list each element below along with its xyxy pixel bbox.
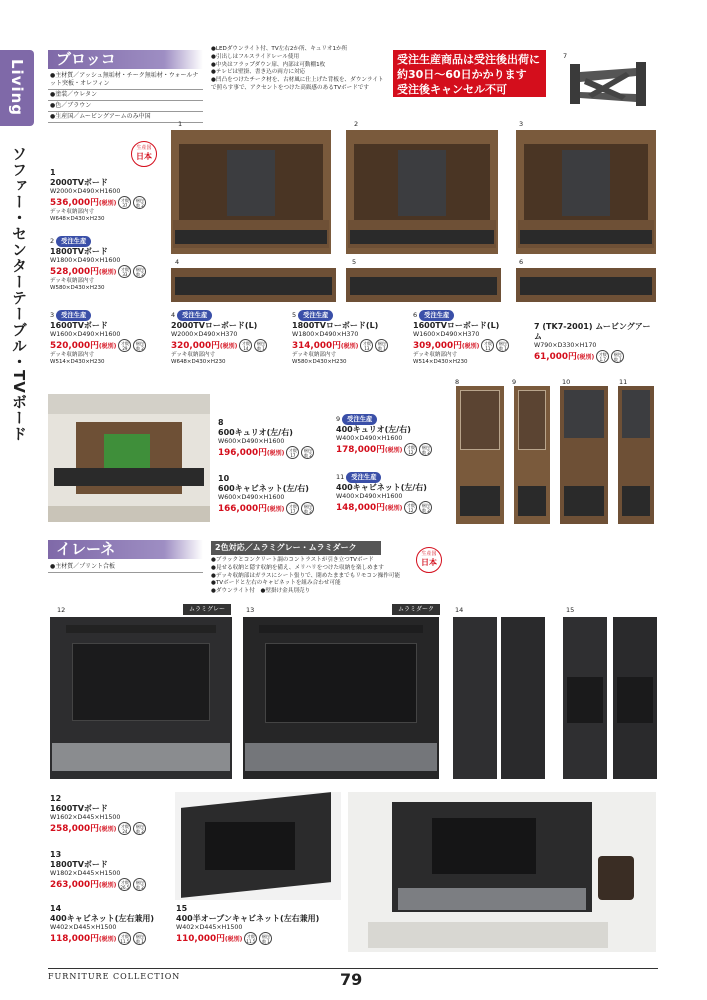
image-number: 3 xyxy=(519,120,524,128)
image-number: 11 xyxy=(619,378,628,386)
product-name: 1800TVローボード(L) xyxy=(292,321,379,330)
product-note: デッキ収納部内寸 W648×D430×H230 xyxy=(171,352,226,366)
product-item xyxy=(50,904,174,945)
notice-line: 受注生産商品は受注後出荷に xyxy=(397,53,540,66)
footer-rule xyxy=(48,968,658,969)
volume-circle: 才数 17 xyxy=(286,502,299,515)
product-name: 13 1800TVボード xyxy=(50,850,108,869)
package-circle: 梱包数 2 xyxy=(133,339,146,352)
package-circle: 梱包数 1 xyxy=(375,339,388,352)
product-price: 178,000円(税別) xyxy=(336,444,403,455)
product-name: 2000TVローボード(L) xyxy=(171,321,258,330)
made-to-order-badge: 受注生産 xyxy=(419,310,454,321)
made-in-japan-badge: 生産国 日本 xyxy=(416,547,442,573)
package-circle: 梱包数 1 xyxy=(611,350,624,363)
product-price: 166,000円(税別) xyxy=(218,503,285,514)
product-image-brocco-2000 xyxy=(171,130,331,254)
product-size: W1800×D490×H370 xyxy=(292,331,359,338)
irene-feature-list xyxy=(211,557,411,596)
volume-circle: 才数 11 xyxy=(481,339,494,352)
image-number: 15 xyxy=(566,606,575,614)
product-image-irene-cabinet xyxy=(453,617,545,779)
volume-circle: 才数 24 xyxy=(118,822,131,835)
brocco-room-photo xyxy=(48,394,210,522)
moving-arm-image xyxy=(566,58,650,110)
spec-line: ●主材質／アッシュ無垢材・チーク無垢材・ウォールナット突板・オレフィン xyxy=(48,72,203,90)
color-label-gray: ムラミグレー xyxy=(183,604,231,615)
product-price: 309,000円(税別) xyxy=(413,340,480,351)
product-image-cabinet-600 xyxy=(560,386,608,524)
product-name: 8 600キュリオ(左/右) xyxy=(218,418,293,437)
package-circle: 梱包数 2 xyxy=(301,446,314,459)
product-size: W1602×D445×H1500 xyxy=(50,814,121,821)
product-price: 263,000円(税別) xyxy=(50,879,117,890)
product-size: W402×D445×H1500 xyxy=(50,924,117,931)
image-number: 5 xyxy=(352,258,357,266)
spec-line: ●生産国／ムービングアームのみ中国 xyxy=(48,112,203,123)
footer-brand: FURNITURE COLLECTION xyxy=(48,972,181,981)
product-name: 1800TVボード xyxy=(50,247,108,256)
product-size: W1600×D490×H370 xyxy=(413,331,480,338)
product-name: 1 2000TVボード xyxy=(50,168,108,187)
section-tab: Living xyxy=(0,50,34,126)
image-number: 10 xyxy=(562,378,571,386)
color-label-dark: ムラミダーク xyxy=(392,604,440,615)
product-note: デッキ収納部内寸 W514×D430×H230 xyxy=(50,352,105,366)
product-image-curio-400 xyxy=(514,386,550,524)
product-name: 1600TVローボード(L) xyxy=(413,321,500,330)
notice-line: 約30日〜60日かかります xyxy=(397,68,527,81)
image-number: 13 xyxy=(246,606,255,614)
feature-line: ●引出しはフルスライドレール使用 xyxy=(211,53,300,60)
product-size: W400×D490×H1600 xyxy=(336,493,403,500)
product-price: 196,000円(税別) xyxy=(218,447,285,458)
package-circle: 梱包数 2 xyxy=(133,822,146,835)
made-to-order-badge: 受注生産 xyxy=(56,236,91,247)
feature-line: ●凹凸をつけたチーク材を、古材風に仕上げた背板を、ダウンライトで照らす事で、アクセントをつけた高級感のあるTVボードです xyxy=(211,77,384,91)
category-vertical-label: ソファー・センターテーブル・TVボード xyxy=(10,146,28,442)
product-item: 2 受注生産 1800TVボード W1800×D490×H1600 528,000円(税別) 才数 33梱包数 2 デッキ収納部内寸 W580×D430×H230 xyxy=(50,236,160,292)
image-number: 9 xyxy=(512,378,517,386)
brocco-spec-list xyxy=(48,72,203,123)
feature-line: ●TVボードと左右のキャビネットを組み合わせ可能 xyxy=(211,580,341,587)
volume-circle: 才数 12 xyxy=(404,443,417,456)
product-name: 7 (TK7-2001) ムービングアーム xyxy=(534,322,651,341)
made-to-order-badge: 受注生産 xyxy=(56,310,91,321)
product-item xyxy=(218,418,328,459)
image-number: 2 xyxy=(354,120,359,128)
image-number: 7 xyxy=(563,52,568,60)
package-circle: 梱包数 1 xyxy=(496,339,509,352)
feature-line: ●ダウンライト付 ●壁掛け金具別売り xyxy=(211,588,311,595)
product-price: 314,000円(税別) xyxy=(292,340,359,351)
product-price: 61,000円(税別) xyxy=(534,351,595,362)
brocco-feature-list xyxy=(211,46,386,93)
product-name: 400キュリオ(左/右) xyxy=(336,425,411,434)
image-number: 14 xyxy=(455,606,464,614)
volume-circle: 才数 13 xyxy=(360,339,373,352)
page-number: 79 xyxy=(340,970,363,989)
package-circle: 梱包数 2 xyxy=(133,265,146,278)
product-image-irene-1600 xyxy=(50,617,232,779)
product-image-brocco-1800 xyxy=(346,130,498,254)
product-price: 258,000円(税別) xyxy=(50,823,117,834)
product-name: 10 600キャビネット(左/右) xyxy=(218,474,309,493)
image-number: 4 xyxy=(175,258,180,266)
product-item xyxy=(218,474,330,515)
product-price: 110,000円(税別) xyxy=(176,933,243,944)
spec-line: ●塗装／ウレタン xyxy=(48,90,203,101)
product-name: 14 400キャビネット(左右兼用) xyxy=(50,904,155,923)
package-circle: 梱包数 2 xyxy=(133,878,146,891)
product-image-lowboard-1600 xyxy=(516,268,656,302)
product-size: W600×D490×H1600 xyxy=(218,494,285,501)
product-name: 15 400半オープンキャビネット(左右兼用) xyxy=(176,904,320,923)
product-item: 5 受注生産 1800TVローボード(L) W1800×D490×H370 314,000円(税別) 才数 13梱包数 1 デッキ収納部内寸 W580×D430×H230 xyxy=(292,310,412,366)
product-note: デッキ収納部内寸 W580×D430×H230 xyxy=(292,352,347,366)
product-item: 3 受注生産 1600TVボード W1600×D490×H1600 520,000円(税別) 才数 29梱包数 2 デッキ収納部内寸 W514×D430×H230 xyxy=(50,310,162,366)
package-circle: 梱包数 2 xyxy=(419,443,432,456)
volume-circle: 才数 29 xyxy=(118,339,131,352)
product-item: 4 受注生産 2000TVローボード(L) W2000×D490×H370 320,000円(税別) 才数 14梱包数 1 デッキ収納部内寸 W648×D430×H230 xyxy=(171,310,291,366)
volume-circle: 才数 33 xyxy=(118,265,131,278)
product-size: W1800×D490×H1600 xyxy=(50,257,121,264)
product-image-brocco-1600 xyxy=(516,130,656,254)
volume-circle: 才数 14 xyxy=(239,339,252,352)
volume-circle: 才数 1.7 xyxy=(596,350,609,363)
image-number: 8 xyxy=(455,378,460,386)
product-size: W600×D490×H1600 xyxy=(218,438,285,445)
feature-line: ●テレビは壁掛、書き込の両方に対応 xyxy=(211,69,306,76)
series-title-irene: イレーネ xyxy=(48,540,203,559)
product-item: 6 受注生産 1600TVローボード(L) W1600×D490×H370 309,000円(税別) 才数 11梱包数 1 デッキ収納部内寸 W514×D430×H230 xyxy=(413,310,533,366)
product-price: 520,000円(税別) xyxy=(50,340,117,351)
irene-color-options: 2色対応／ムラミグレー・ムラミダーク xyxy=(211,541,381,555)
product-price: 536,000円(税別) xyxy=(50,197,117,208)
product-image-lowboard-2000 xyxy=(171,268,336,302)
product-item xyxy=(176,904,346,945)
product-image-cabinet-400 xyxy=(618,386,654,524)
product-size: W2000×D490×H370 xyxy=(171,331,238,338)
product-price: 320,000円(税別) xyxy=(171,340,238,351)
made-to-order-badge: 受注生産 xyxy=(342,414,377,425)
product-name: 1600TVボード xyxy=(50,321,108,330)
product-image-irene-1800 xyxy=(243,617,439,779)
product-note: デッキ収納部内寸 W580×D430×H230 xyxy=(50,278,105,292)
volume-circle: 才数 37 xyxy=(118,196,131,209)
made-to-order-badge: 受注生産 xyxy=(298,310,333,321)
product-price: 118,000円(税別) xyxy=(50,933,117,944)
package-circle: 梱包数 1 xyxy=(259,932,272,945)
image-number: 12 xyxy=(57,606,66,614)
volume-circle: 才数 17 xyxy=(286,446,299,459)
product-item: 11 受注生産 400キャビネット(左/右) W400×D490×H1600 148,000円(税別) 才数 12梱包数 2 xyxy=(336,472,448,514)
volume-circle: 才数 26.5 xyxy=(118,878,131,891)
notice-line: 受注後キャンセル不可 xyxy=(397,83,507,96)
irene-room-photo xyxy=(348,792,656,952)
product-image-curio-600 xyxy=(456,386,504,524)
product-size: W400×D490×H1600 xyxy=(336,435,403,442)
volume-circle: 才数 11.5 xyxy=(244,932,257,945)
made-to-order-badge: 受注生産 xyxy=(177,310,212,321)
series-title-brocco: ブロッコ xyxy=(48,50,203,69)
product-size: W790×D330×H170 xyxy=(534,342,597,349)
package-circle: 梱包数 1 xyxy=(254,339,267,352)
feature-line: ●LEDダウンライト付、TV左右2か所、キュリオ1か所 xyxy=(211,46,348,52)
product-item xyxy=(50,168,160,223)
image-number: 6 xyxy=(519,258,524,266)
product-item xyxy=(50,794,170,835)
product-item xyxy=(50,850,170,891)
product-item xyxy=(534,322,656,363)
package-circle: 梱包数 1 xyxy=(133,932,146,945)
order-notice xyxy=(393,50,546,97)
product-name: 400キャビネット(左/右) xyxy=(336,483,427,492)
feature-line: ●ブラックとコンクリート調のコントラストが引き立つTVボード xyxy=(211,557,374,563)
feature-line: ●見せる収納と隠す収納を備え、メリハリをつけた収納を楽しめます xyxy=(211,564,384,571)
feature-line: ●中央はフラップダウン扉、内部は可動棚1枚 xyxy=(211,61,326,68)
product-size: W1802×D445×H1500 xyxy=(50,870,121,877)
product-name: 12 1600TVボード xyxy=(50,794,108,813)
product-note: デッキ収納部内寸 W514×D430×H230 xyxy=(413,352,468,366)
product-size: W2000×D490×H1600 xyxy=(50,188,121,195)
product-image-irene-half-open xyxy=(563,617,657,779)
image-number: 1 xyxy=(178,120,183,128)
made-in-japan-badge: 生産国 日本 xyxy=(131,141,157,167)
product-item: 9 受注生産 400キュリオ(左/右) W400×D490×H1600 178,000円(税別) 才数 12梱包数 2 xyxy=(336,414,448,456)
package-circle: 梱包数 2 xyxy=(133,196,146,209)
package-circle: 梱包数 2 xyxy=(419,501,432,514)
spec-line: ●色／ブラウン xyxy=(48,101,203,112)
product-price: 528,000円(税別) xyxy=(50,266,117,277)
irene-spec: ●主材質／プリント合板 xyxy=(48,562,203,573)
package-circle: 梱包数 2 xyxy=(301,502,314,515)
product-size: W1600×D490×H1600 xyxy=(50,331,121,338)
product-price: 148,000円(税別) xyxy=(336,502,403,513)
made-to-order-badge: 受注生産 xyxy=(346,472,381,483)
product-image-lowboard-1800 xyxy=(346,268,501,302)
volume-circle: 才数 11.5 xyxy=(118,932,131,945)
irene-detail-photo xyxy=(175,792,341,900)
feature-line: ●デッキ収納部はガラスにシート張りで、閉めたままでもリモコン操作可能 xyxy=(211,572,401,579)
product-size: W402×D445×H1500 xyxy=(176,924,243,931)
product-note: デッキ収納部内寸 W648×D430×H230 xyxy=(50,209,105,223)
volume-circle: 才数 12 xyxy=(404,501,417,514)
